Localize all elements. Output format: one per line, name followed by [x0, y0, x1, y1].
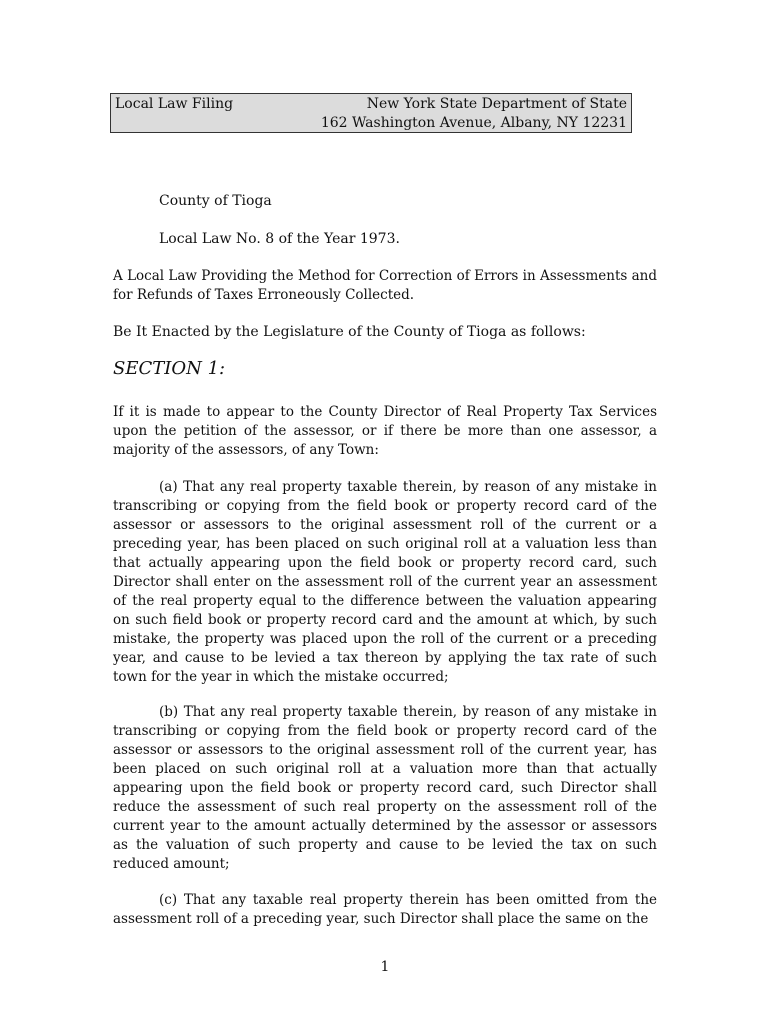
paragraph-c: (c) That any taxable real property therein has been omitted from the assessment roll of a preceding year, such Director shall place the same on the	[113, 892, 657, 927]
law-title: A Local Law Providing the Method for Correction of Errors in Assessments and for Refunds of Taxes Erroneously Collected.	[113, 268, 657, 303]
law-number: Local Law No. 8 of the Year 1973.	[159, 231, 400, 247]
paragraph-a: (a) That any real property taxable therein, by reason of any mistake in transcribing or copying from the field book or property record card of the assessor or assessors to the original assessment roll of the current or a preceding year, has been placed on such original roll at a valuation less than that actually appearing upon the field book or property record card, such Director shall enter on the assessment roll of the current year an assessment of the real property equal to the difference between the valuation appearing on such field book or property record card and the amount at which, by such mistake, the property was placed upon the roll of the current or a preceding year, and cause to be levied a tax thereon by applying the tax rate of such town for the year in which the mistake occurred;	[113, 479, 657, 685]
agency-name: New York State Department of State	[366, 96, 627, 112]
page-number: 1	[380, 959, 390, 975]
county-name: County of Tioga	[159, 193, 272, 209]
filing-label: Local Law Filing	[115, 96, 234, 112]
paragraph-b: (b) That any real property taxable therein, by reason of any mistake in transcribing or copying from the field book or property record card of the assessor or assessors to the original assessment roll of the current year, has been placed on such original roll at a valuation more than that actually appearing upon the field book or property record card, such Director shall reduce the assessment of such real property on the assessment roll of the current year to the amount actually determined by the assessor or assessors as the valuation of such property and cause to be levied the tax on such reduced amount;	[113, 704, 657, 872]
section-heading: SECTION 1:	[113, 358, 226, 379]
intro-paragraph: If it is made to appear to the County Director of Real Property Tax Services upon the petition of the assessor, or if there be more than one assessor, a majority of the assessors, of any Town:	[113, 404, 657, 458]
agency-address: 162 Washington Avenue, Albany, NY 12231	[320, 115, 627, 131]
enactment-clause: Be It Enacted by the Legislature of the County of Tioga as follows:	[113, 324, 586, 340]
filing-header	[110, 93, 632, 133]
